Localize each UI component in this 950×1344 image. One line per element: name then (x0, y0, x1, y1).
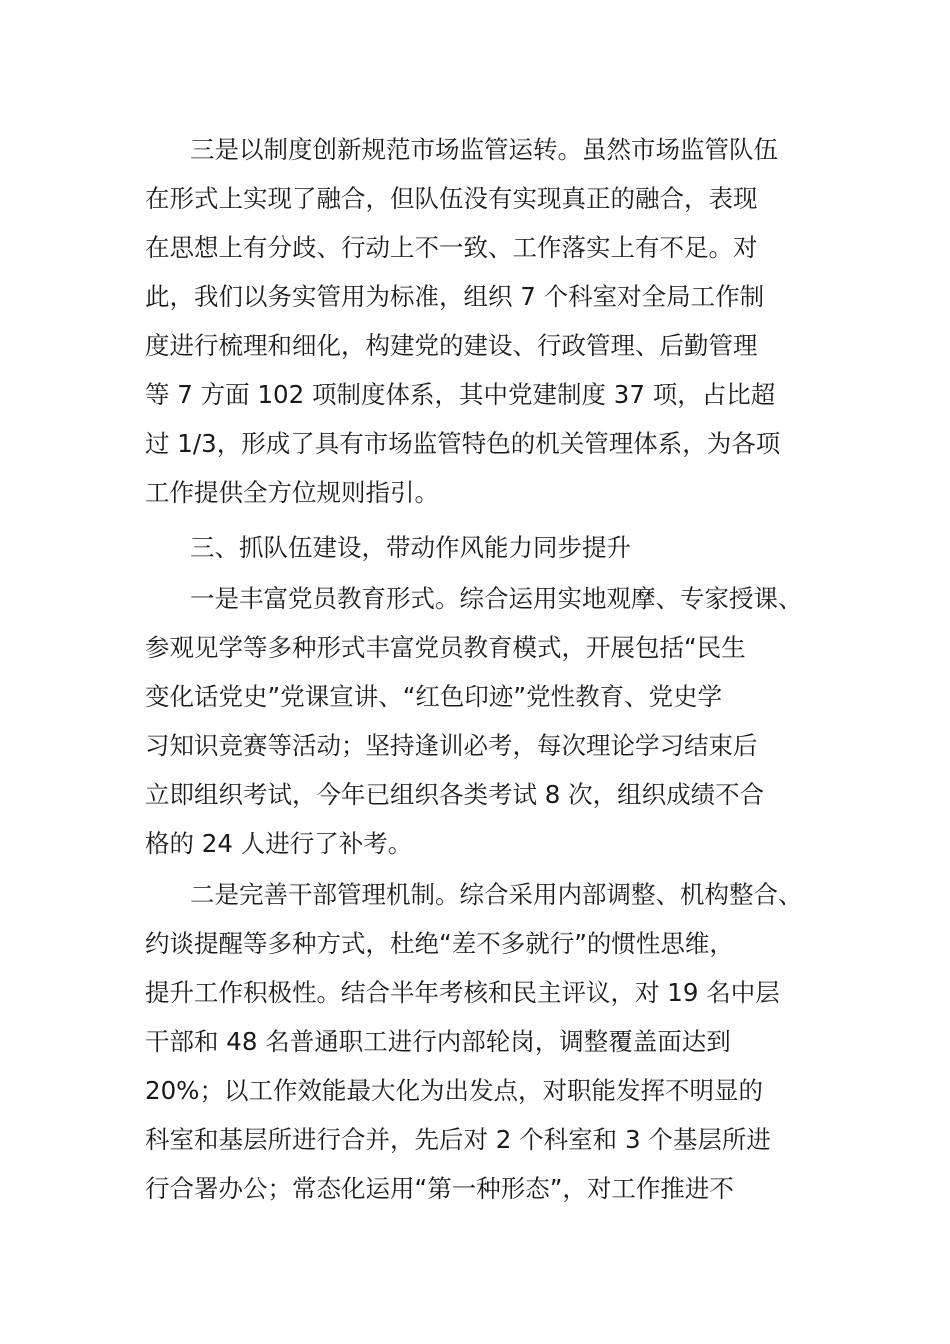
paragraph-2-line-3: 变化话党史”党课宣讲、“红色印迹”党性教育、党史学 (145, 682, 723, 711)
paragraph-3-line-2: 约谈提醒等多种方式，杜绝“差不多就行”的惯性思维， (145, 929, 734, 958)
paragraph-1-line-7: 过 1/3，形成了具有市场监管特色的机关管理体系，为各项 (145, 429, 781, 458)
paragraph-1-line-5: 度进行梳理和细化，构建党的建设、行政管理、后勤管理 (145, 331, 758, 360)
paragraph-3-line-6: 科室和基层所进行合并，先后对 2 个科室和 3 个基层所进 (145, 1125, 771, 1154)
paragraph-2-line-4: 习知识竞赛等活动；坚持逢训必考，每次理论学习结束后 (145, 731, 758, 760)
paragraph-2-line-1: 一是丰富党员教育形式。综合运用实地观摩、专家授课、 (190, 584, 803, 613)
paragraph-1-line-1: 三是以制度创新规范市场监管运转。虽然市场监管队伍 (190, 135, 778, 164)
paragraph-1-line-4: 此，我们以务实管用为标准，组织 7 个科室对全局工作制 (145, 282, 765, 311)
paragraph-1-line-8: 工作提供全方位规则指引。 (145, 478, 439, 507)
paragraph-2-line-2: 参观见学等多种形式丰富党员教育模式，开展包括“民生 (145, 633, 746, 662)
paragraph-1-line-2: 在形式上实现了融合，但队伍没有实现真正的融合，表现 (145, 184, 758, 213)
paragraph-2-line-6: 格的 24 人进行了补考。 (145, 829, 413, 858)
paragraph-3-line-5: 20%；以工作效能最大化为出发点，对职能发挥不明显的 (145, 1076, 763, 1105)
paragraph-3-line-4: 干部和 48 名普通职工进行内部轮岗，调整覆盖面达到 (145, 1027, 731, 1056)
paragraph-2-line-5: 立即组织考试，今年已组织各类考试 8 次，组织成绩不合 (145, 780, 765, 809)
section-heading: 三、抓队伍建设，带动作风能力同步提升 (190, 533, 631, 562)
paragraph-3-line-7: 行合署办公；常态化运用“第一种形态”，对工作推进不 (145, 1174, 734, 1203)
paragraph-3-line-1: 二是完善干部管理机制。综合采用内部调整、机构整合、 (190, 880, 803, 909)
paragraph-3-line-3: 提升工作积极性。结合半年考核和民主评议，对 19 名中层 (145, 978, 780, 1007)
paragraph-1-line-6: 等 7 方面 102 项制度体系，其中党建制度 37 项，占比超 (145, 380, 776, 409)
paragraph-1-line-3: 在思想上有分歧、行动上不一致、工作落实上有不足。对 (145, 233, 758, 262)
